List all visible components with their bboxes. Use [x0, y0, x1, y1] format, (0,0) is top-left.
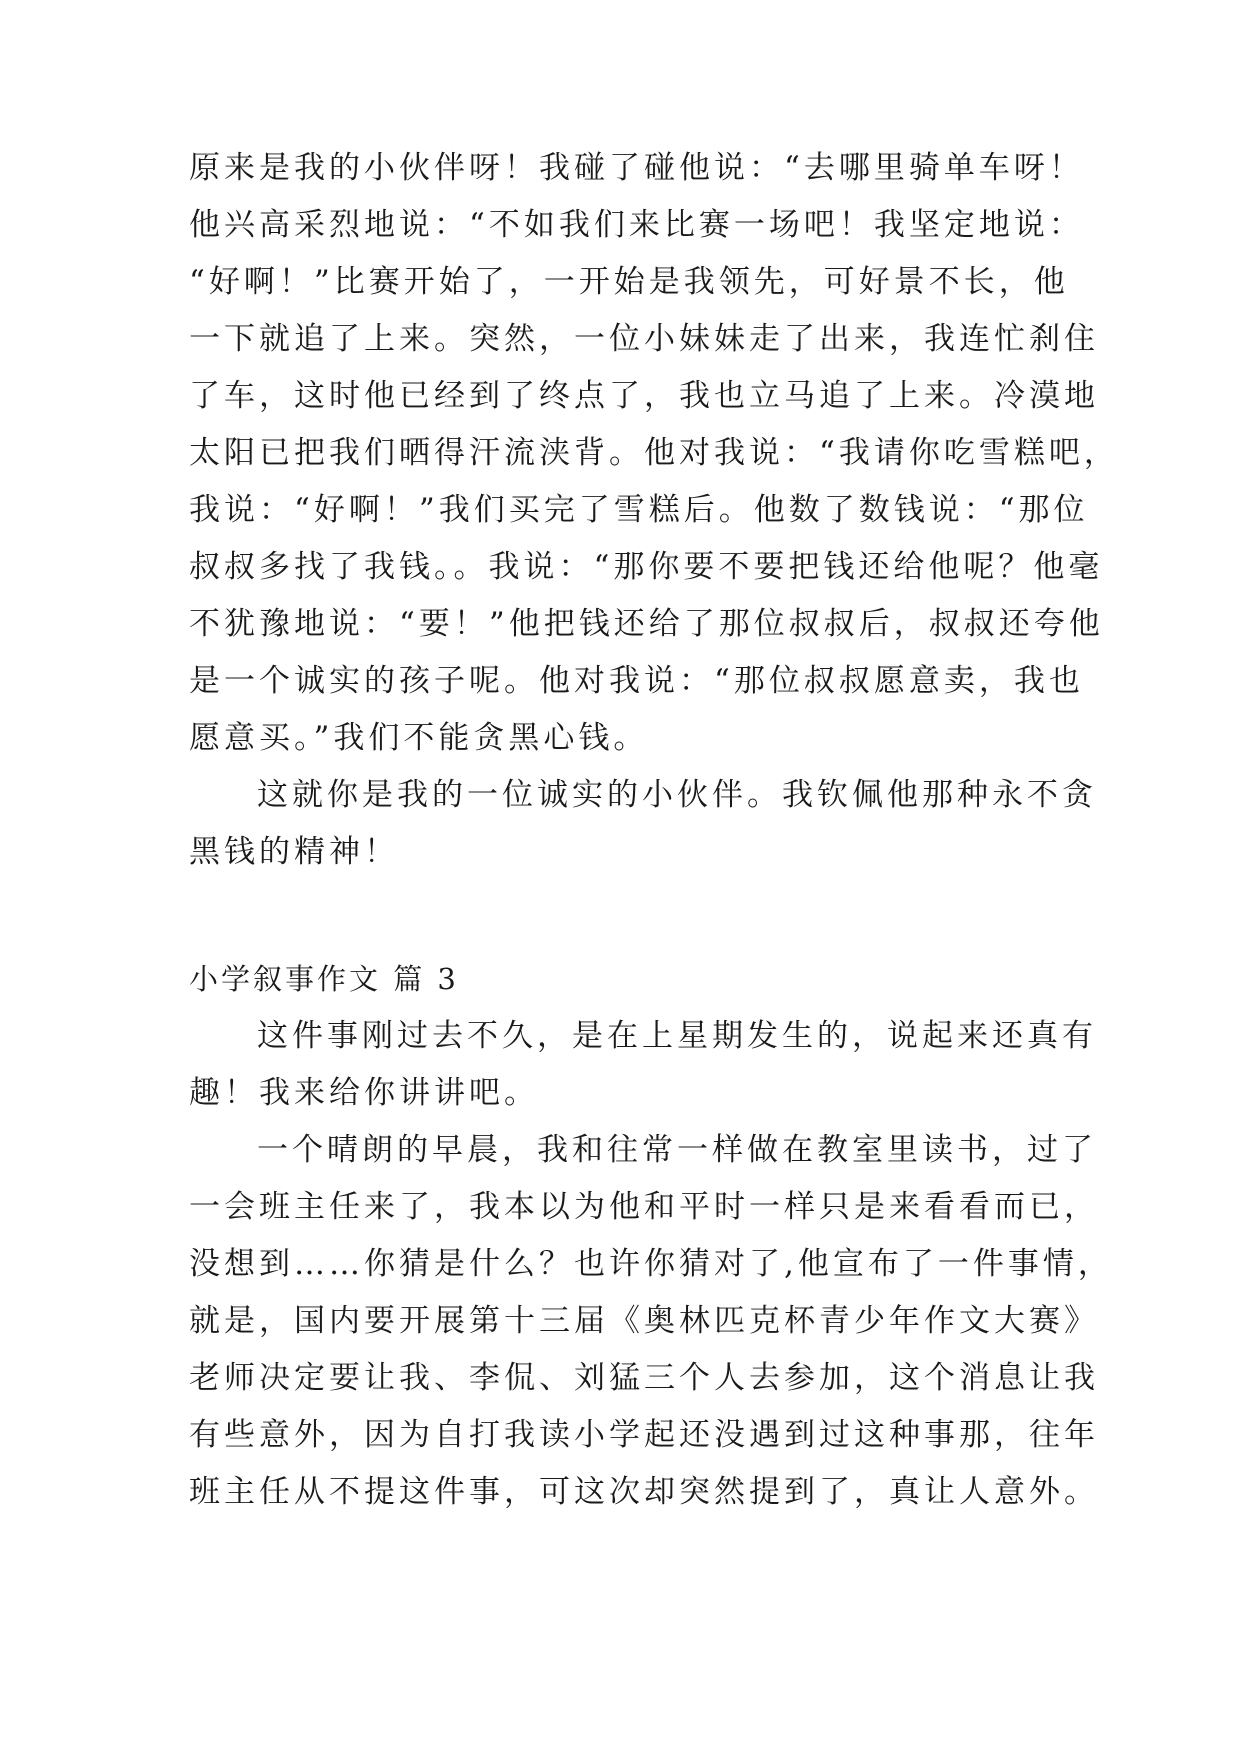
- text-line: 有些意外，因为自打我读小学起还没遇到过这种事那，往年: [189, 1417, 1099, 1453]
- text-line: 班主任从不提这件事，可这次却突然提到了，真让人意外。: [189, 1474, 1099, 1510]
- text-line: 黑钱的精神！: [189, 834, 399, 870]
- text-line: 不犹豫地说：“要！”他把钱还给了那位叔叔后，叔叔还夸他: [189, 606, 1104, 642]
- text-line: 趣！我来给你讲讲吧。: [189, 1075, 539, 1111]
- text-line: 我说：“好啊！”我们买完了雪糕后。他数了数钱说：“那位: [189, 492, 1089, 528]
- text-line: 他兴高采烈地说：“不如我们来比赛一场吧！我坚定地说：: [189, 207, 1084, 243]
- text-line: “好啊！”比赛开始了，一开始是我领先，可好景不长，他: [189, 264, 1069, 300]
- text-line: 这就你是我的一位诚实的小伙伴。我钦佩他那种永不贪: [257, 777, 1097, 813]
- text-line: 原来是我的小伙伴呀！我碰了碰他说：“去哪里骑单车呀！: [189, 150, 1084, 186]
- text-line: 一会班主任来了，我本以为他和平时一样只是来看看而已，: [189, 1189, 1099, 1225]
- text-line: 老师决定要让我、李侃、刘猛三个人去参加，这个消息让我: [189, 1360, 1099, 1396]
- section-heading: 小学叙事作文 篇 3: [189, 962, 459, 996]
- text-line: 一个晴朗的早晨，我和往常一样做在教室里读书，过了: [257, 1132, 1097, 1168]
- text-line: 太阳已把我们晒得汗流浃背。他对我说：“我请你吃雪糕吧，: [189, 435, 1119, 471]
- text-line: 是一个诚实的孩子呢。他对我说：“那位叔叔愿意卖，我也: [189, 663, 1084, 699]
- text-line: 一下就追了上来。突然，一位小妹妹走了出来，我连忙刹住: [189, 321, 1099, 357]
- text-line: 就是，国内要开展第十三届《奥林匹克杯青少年作文大赛》: [189, 1303, 1099, 1339]
- text-line: 这件事刚过去不久，是在上星期发生的，说起来还真有: [257, 1018, 1097, 1054]
- text-line: 叔叔多找了我钱。。我说：“那你要不要把钱还给他呢？他毫: [189, 549, 1104, 585]
- text-line: 愿意买。”我们不能贪黑心钱。: [189, 720, 649, 756]
- text-line: 没想到……你猜是什么？也许你猜对了,他宣布了一件事情，: [189, 1246, 1113, 1282]
- text-line: 了车，这时他已经到了终点了，我也立马追了上来。冷漠地: [189, 378, 1099, 414]
